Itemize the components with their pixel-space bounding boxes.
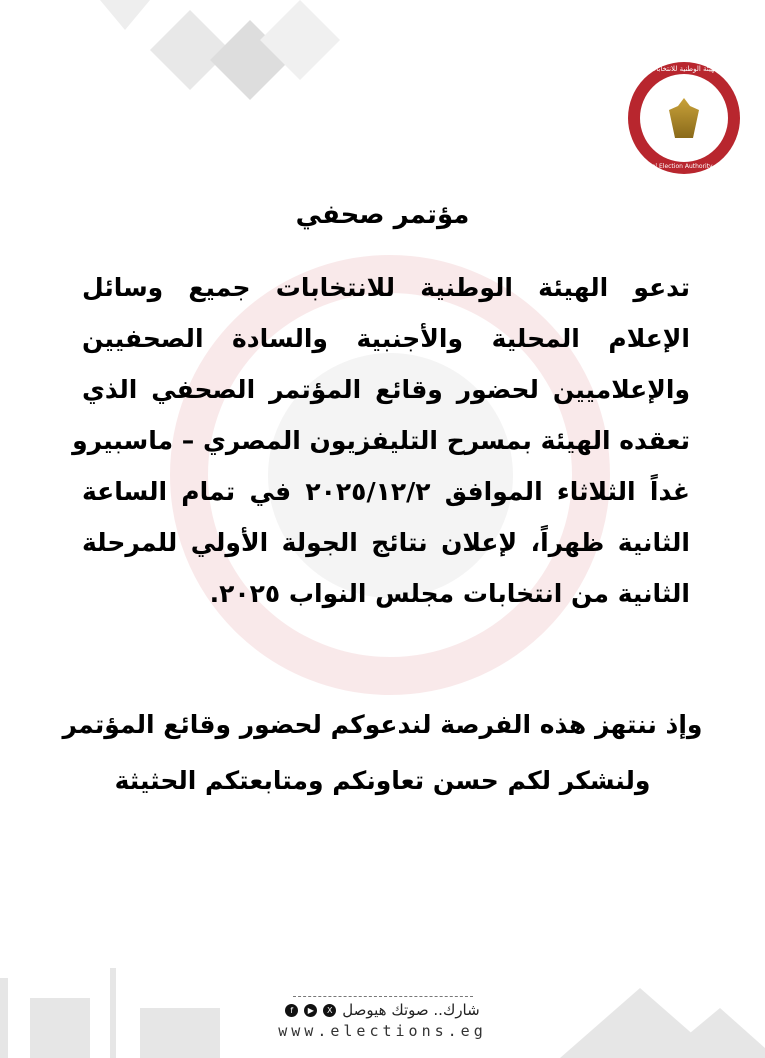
divider [293,996,473,997]
body-line: تدعو الهيئة الوطنية للانتخابات جميع وسائل [82,273,690,302]
body-paragraph [72,262,690,619]
closing-paragraph [0,697,765,809]
footer [0,996,765,1040]
body-line: غداً الثلاثاء الموافق ٢٠٢٥/١٢/٢ في تمام الساعة [82,477,690,506]
x-icon[interactable]: X [323,1004,336,1017]
decorative-pattern [60,0,360,120]
body-line: الثانية من انتخابات مجلس النواب ٢٠٢٥. [209,579,690,608]
website-url[interactable]: www.elections.eg [278,1022,487,1040]
logo-arabic: الهيئة الوطنية للانتخابات [649,65,719,73]
closing-line: ولنشكر لكم حسن تعاونكم ومتابعتكم الحثيثة [114,766,651,795]
closing-line: وإذ ننتهز هذه الفرصة لندعوكم لحضور وقائع المؤتمر [62,710,703,739]
page-title: مؤتمر صحفي [295,200,470,230]
body-line: تعقده الهيئة بمسرح التليفزيون المصري – ماسبيرو [72,426,690,455]
slogan: شارك.. صوتك هيوصل [342,1001,480,1019]
youtube-icon[interactable]: ▶ [304,1004,317,1017]
body-line: الثانية ظهراً، لإعلان نتائج الجولة الأولي للمرحلة [82,528,690,557]
eagle-icon [669,98,699,138]
nea-logo [628,62,740,174]
body-line: والإعلاميين لحضور وقائع المؤتمر الصحفي الذي [82,375,690,404]
facebook-icon[interactable]: f [285,1004,298,1017]
logo-english: National Election Authority - Egypt [632,163,736,170]
body-line: الإعلام المحلية والأجنبية والسادة الصحفيين [82,324,690,353]
